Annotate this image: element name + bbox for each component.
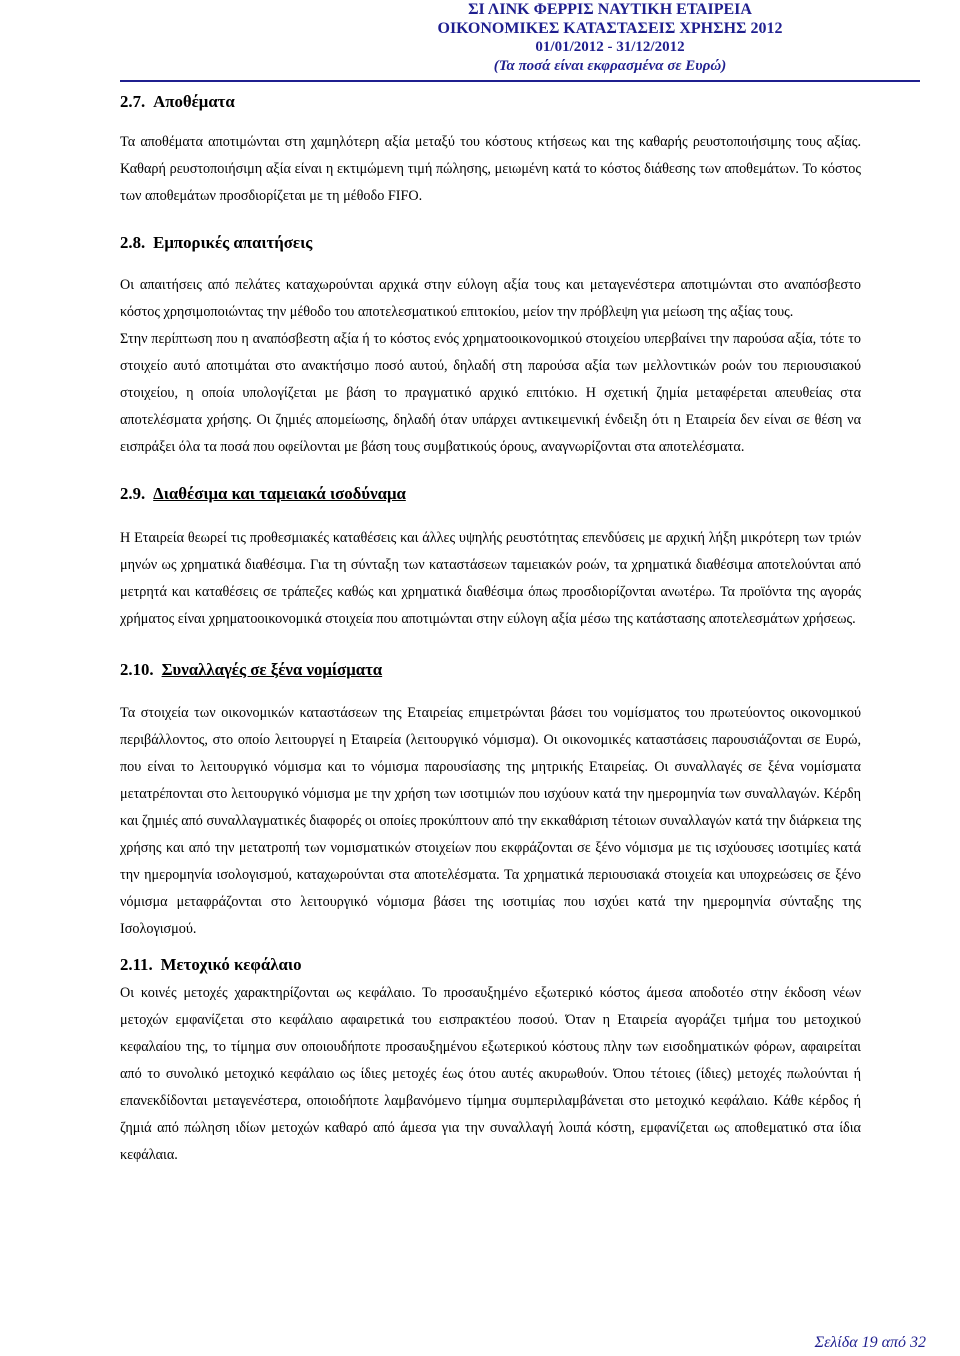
section-number: 2.10. xyxy=(120,660,154,679)
paragraph: Στην περίπτωση που η αναπόσβεστη αξία ή το κόστος ενός χρηματοοικονομικού στοιχείου υπερβαίνει την παρούσα αξία, τότε το στοιχείο αυτό αποτιμάται στο ανακτήσιμο ποσό αυτού, δηλαδή στη παρούσα αξία των μελλοντικών ροών του περιουσιακού στοιχείου, η οποία υπολογίζεται με βάση το πραγματικό αρχικό επιτόκιο. Η σχετική ζημία μεταφέρεται απευθείας στα αποτελέσματα χρήσης. Οι ζημιές απομείωσης, δηλαδή όταν υπάρχει αντικειμενική ένδειξη ότι η Εταιρεία δεν είναι σε θέση να εισπράξει όλα τα ποσά που οφείλονται με βάση τους συμβατικούς όρους, αναγνωρίζονται στα αποτελέσματα. xyxy=(120,331,861,455)
section-heading xyxy=(120,951,861,978)
section-title: Μετοχικό κεφάλαιο xyxy=(160,955,302,974)
statements-title: ΟΙΚΟΝΟΜΙΚΕΣ ΚΑΤΑΣΤΑΣΕΙΣ ΧΡΗΣΗΣ 2012 xyxy=(437,20,783,37)
section-heading xyxy=(120,480,861,507)
document-body xyxy=(120,88,861,1169)
section-heading xyxy=(120,229,861,256)
page-number: Σελίδα 19 από 32 xyxy=(814,1334,926,1351)
section-number: 2.8. xyxy=(120,233,146,252)
section-heading xyxy=(120,88,861,115)
section-number: 2.11. xyxy=(120,955,153,974)
paragraph: Τα αποθέματα αποτιμώνται στη χαμηλότερη αξία μεταξύ του κόστους κτήσεως και της καθαρής ρευστοποιήσιμης τους αξίας. Καθαρή ρευστοποιήσιμη αξία είναι η εκτιμώμενη τιμή πώλησης, μειωμένη κατά το κόστος διάθεσης των αποθεμάτων. Το κόστος των αποθεμάτων προσδιορίζεται με τη μέθοδο FIFO. xyxy=(120,134,861,204)
section-inventories xyxy=(120,88,861,210)
paragraph: Οι απαιτήσεις από πελάτες καταχωρούνται αρχικά στην εύλογη αξία τους και μεταγενέστερα αποτιμώνται στο αναπόσβεστο κόστος χρησιμοποιώντας την μέθοδο του αποτελεσματικού επιτοκίου, μείον την πρόβλεψη για μείωση της αξίας τους. xyxy=(120,277,861,320)
section-heading xyxy=(120,656,861,683)
section-title: Συναλλαγές σε ξένα νομίσματα xyxy=(161,660,383,679)
section-title: Διαθέσιμα και ταμειακά ισοδύναμα xyxy=(153,484,406,503)
paragraph: Τα στοιχεία των οικονομικών καταστάσεων της Εταιρείας επιμετρώνται βάσει του νομίσματος του πρωτεύοντος οικονομικού περιβάλλοντος, στο οποίο λειτουργεί η Εταιρεία (λειτουργικό νόμισμα). Οι οικονομικές καταστάσεις παρουσιάζονται σε Ευρώ, που είναι το λειτουργικό νόμισμα και το νόμισμα παρουσίασης της μητρικής Εταιρείας. Οι συναλλαγές σε ξένα νομίσματα μετατρέπονται στο λειτουργικό νόμισμα με την χρήση των ισοτιμιών που ισχύουν κατά την ημερομηνία των συναλλαγών. Κέρδη και ζημιές από συναλλαγματικές διαφορές οι οποίες προκύπτουν από την εκκαθάριση τέτοιων συναλλαγών κατά την διάρκεια της χρήσης και από την μετατροπή των νομισματικών στοιχείων που εκφράζονται σε ξένο νόμισμα με τις ισχύουσες ισοτιμίες κατά την ημερομηνία ισολογισμού, καταχωρούνται στα αποτελέσματα. Τα χρηματικά περιουσιακά στοιχεία και υποχρεώσεις σε ξένο νόμισμα μεταφράζονται στο λειτουργικό νόμισμα βάσει της ισοτιμίας που ισχύει κατά την ημερομηνία σύνταξης της Ισολογισμού. xyxy=(120,705,861,937)
paragraph: Η Εταιρεία θεωρεί τις προθεσμιακές καταθέσεις και άλλες υψηλής ρευστότητας επενδύσεις με αρχική λήξη μικρότερη των τριών μηνών ως χρηματικά διαθέσιμα. Για τη σύνταξη των καταστάσεων ταμειακών ροών, τα χρηματικά διαθέσιμα αποτελούνται από μετρητά και καταθέσεις σε τράπεζες καθώς και χρηματικά διαθέσιμα όπως προσδιορίζονται ανωτέρω. Τα προϊόντα της αγοράς χρήματος είναι χρηματοοικονομικά στοιχεία που αποτιμώνται στην εύλογη αξία μέσω της κατάστασης αποτελεσμάτων χρήσεως. xyxy=(120,530,861,627)
section-number: 2.9. xyxy=(120,484,146,503)
header-rule xyxy=(120,80,920,82)
section-cash-equivalents xyxy=(120,480,861,633)
reporting-period: 01/01/2012 - 31/12/2012 xyxy=(535,39,685,55)
section-share-capital xyxy=(120,951,861,1169)
currency-note: (Τα ποσά είναι εκφρασμένα σε Ευρώ) xyxy=(493,58,727,74)
section-title: Αποθέματα xyxy=(153,92,235,111)
section-foreign-currency xyxy=(120,656,861,943)
paragraph: Οι κοινές μετοχές χαρακτηρίζονται ως κεφάλαιο. Το προσαυξημένο εξωτερικό κόστος άμεσα αποδοτέο στην έκδοση νέων μετοχών εμφανίζεται στο κεφάλαιο αφαιρετικά του εισπρακτέου ποσού. Όταν η Εταιρεία αγοράζει τμήμα του μετοχικού κεφαλαίου της, το τίμημα συν οποιουδήποτε προσαυξημένου εξωτερικού κόστους πλην των εισοδηματικών φόρων, αφαιρείται από το συνολικό μετοχικό κεφάλαιο ως ίδιες μετοχές έως ότου αυτές ακυρωθούν. Όπου τέτοιες (ίδιες) μετοχές πωλούνται ή επανεκδίδονται μεταγενέστερα, οποιοδήποτε λαμβανόμενο τίμημα συμπεριλαμβάνεται στο μετοχικό κεφάλαιο. Κάθε κέρδος ή ζημιά από πώληση ιδίων μετοχών καθαρό από άμεσα για την συναλλαγή λοιπά κόστη, εμφανίζεται ως αποθεματικό στα ίδια κεφάλαια. xyxy=(120,985,861,1163)
section-title: Εμπορικές απαιτήσεις xyxy=(153,233,313,252)
section-trade-receivables xyxy=(120,229,861,461)
page-header xyxy=(300,0,920,76)
company-name: ΣΙ ΛΙΝΚ ΦΕΡΡΙΣ ΝΑΥΤΙΚΗ ΕΤΑΙΡΕΙΑ xyxy=(468,1,752,18)
section-number: 2.7. xyxy=(120,92,146,111)
